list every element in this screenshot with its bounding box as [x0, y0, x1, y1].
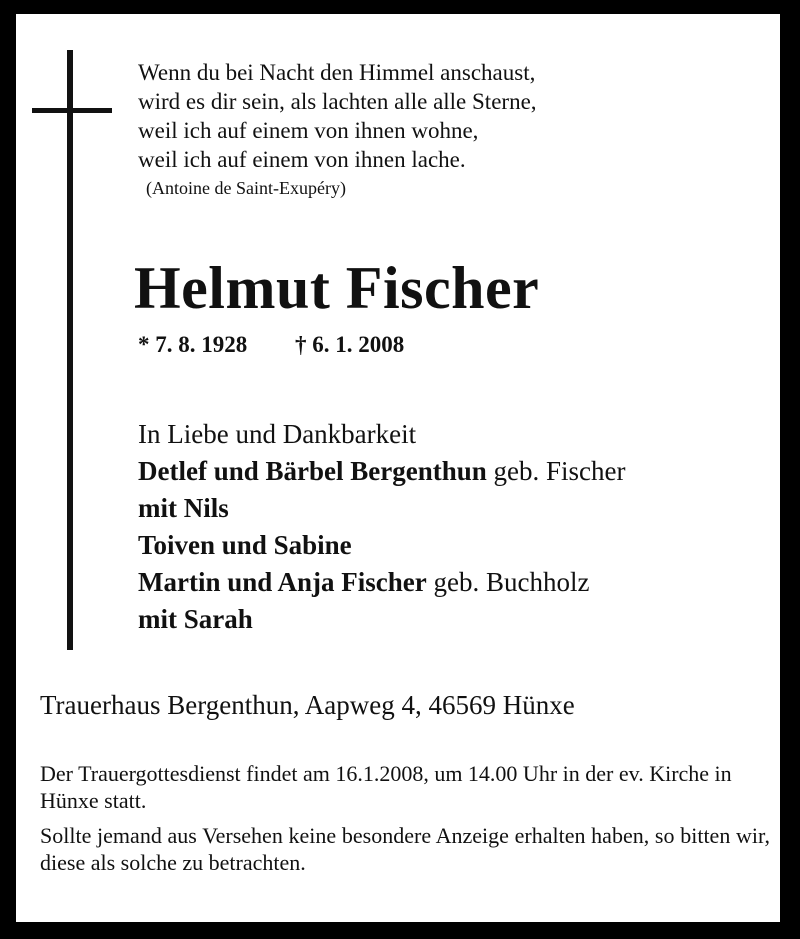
mourner-name: mit Nils: [138, 493, 229, 523]
mourner-name: Martin und Anja Fischer: [138, 567, 427, 597]
mourners-intro: In Liebe und Dankbarkeit: [138, 419, 417, 449]
mourner-name: Toiven und Sabine: [138, 530, 352, 560]
no-invitation-notice: Sollte jemand aus Versehen keine besondere Anzeige erhalten haben, so bitten wir, diese als solche zu betrachten.: [40, 823, 770, 875]
mourner-row: [138, 564, 625, 601]
mourner-row: [138, 601, 625, 638]
mourner-name: Detlef und Bärbel Bergenthun: [138, 456, 487, 486]
mourning-house-address: Trauerhaus Bergenthun, Aapweg 4, 46569 Hünxe: [40, 690, 575, 720]
poem-line: Wenn du bei Nacht den Himmel anschaust,: [138, 60, 536, 85]
mourner-row: [138, 490, 625, 527]
obituary-notice: [16, 14, 780, 922]
death-date: † 6. 1. 2008: [295, 332, 405, 357]
cross-horizontal-bar: [32, 108, 112, 113]
funeral-service-notice: Der Trauergottesdienst findet am 16.1.2008, um 14.00 Uhr in der ev. Kirche in Hünxe statt.: [40, 761, 732, 813]
poem-line: wird es dir sein, als lachten alle alle Sterne,: [138, 89, 537, 114]
birth-date: * 7. 8. 1928: [138, 332, 248, 357]
mourner-note: geb. Fischer: [486, 456, 626, 486]
cross-vertical-bar: [67, 50, 73, 650]
poem-line: weil ich auf einem von ihnen lache.: [138, 147, 466, 172]
mourners-block: [138, 416, 625, 638]
poem-line: weil ich auf einem von ihnen wohne,: [138, 118, 479, 143]
poem-author: (Antoine de Saint-Exupéry): [146, 178, 346, 198]
life-dates: [138, 332, 404, 358]
mourner-name: mit Sarah: [138, 604, 253, 634]
deceased-name: Helmut Fischer: [134, 255, 540, 321]
mourner-row: [138, 453, 625, 490]
mourner-row: [138, 527, 625, 564]
mourner-note: geb. Buchholz: [426, 567, 590, 597]
poem-quote: [138, 58, 537, 200]
